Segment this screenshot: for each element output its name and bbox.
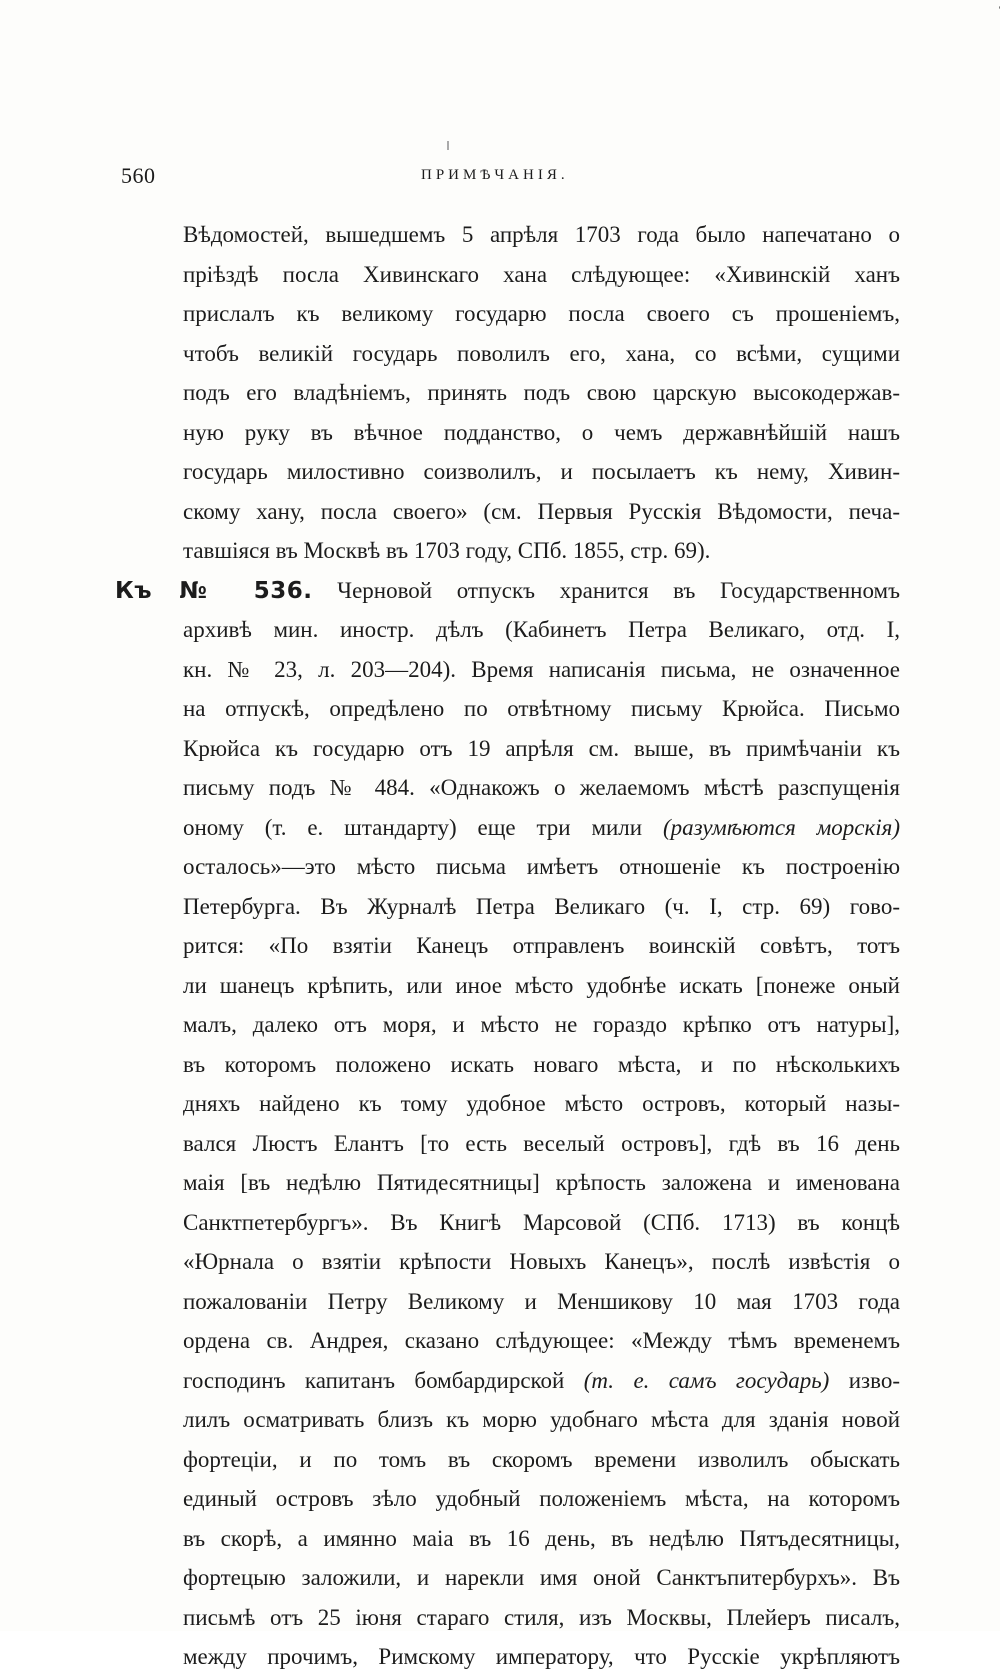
text-line <box>115 808 900 848</box>
text-line: между прочимъ, Римскому императору, что Русскіе укрѣпляютъ <box>183 1644 900 1669</box>
notes-text <box>115 215 900 1677</box>
text-line: архивѣ мин. иностр. дѣлъ (Кабинетъ Петра Великаго, отд. I, <box>183 617 900 642</box>
note-entry-536 <box>115 571 900 611</box>
text-line: Санктпетербургъ». Въ Книгѣ Марсовой (СПб. 1713) въ концѣ <box>183 1209 900 1235</box>
text-line: Крюйса къ государю отъ 19 апрѣля см. выше, въ примѣчаніи къ <box>183 735 900 761</box>
text-line: письму подъ № 484. «Однакожъ о желаемомъ мѣстѣ разспущенія <box>183 775 900 800</box>
text-line: пожалованіи Петру Великому и Меншикову 10 мая 1703 года <box>183 1288 900 1314</box>
note-number-label: Къ № 536. <box>115 577 313 604</box>
text-line: скому хану, посла своего» (см. Первыя Русскія Вѣдомости, печа- <box>183 498 900 524</box>
note-text: Черновой отпускъ хранится въ Государственномъ <box>337 577 900 603</box>
text-line: фортеціи, и по томъ въ скоромъ времени изволилъ обыскать <box>183 1446 900 1472</box>
text-line: дняхъ найдено къ тому удобное мѣсто островъ, который назы- <box>183 1091 900 1116</box>
paper-speck <box>447 141 449 150</box>
text-line: пріѣздѣ посла Хивинскаго хана слѣдующее: «Хивинскій ханъ <box>183 261 900 287</box>
text-line: государь милостивно соизволилъ, и посылаетъ къ нему, Хивин- <box>183 459 900 484</box>
running-title: ПРИМѢЧАНІЯ. <box>421 167 569 183</box>
text-line: осталось»—это мѣсто письма имѣетъ отношеніе къ построенію <box>183 854 900 879</box>
text-line: фортецыю заложили, и нарекли имя оной Санктъпитербурхъ». Въ <box>183 1565 900 1590</box>
text-line: чтобъ великій государь поволилъ его, хана, со всѣми, сущими <box>183 340 900 366</box>
text-line: въ которомъ положено искать новаго мѣста, и по нѣсколькихъ <box>183 1051 900 1077</box>
text-line: тавшіяся въ Москвѣ въ 1703 году, СПб. 1855, стр. 69). <box>183 538 711 563</box>
text-line: въ скорѣ, а имянно маіа въ 16 день, въ недѣлю Пятъдесятницы, <box>183 1525 900 1551</box>
italic-gloss: (разумѣются морскія) <box>662 814 901 840</box>
text-line: подъ его владѣніемъ, принять подъ свою царскую высокодержав- <box>183 380 900 405</box>
text-line: малъ, далеко отъ моря, и мѣсто не гораздо крѣпко отъ натуры], <box>183 1012 900 1037</box>
text-line: маія [въ недѣлю Пятидесятницы] крѣпость заложена и именована <box>183 1170 900 1195</box>
text-line: рится: «По взятіи Канецъ отправленъ воинскій совѣтъ, тотъ <box>183 933 900 958</box>
text-line: письмѣ отъ 25 іюня стараго стиля, изъ Москвы, Плейеръ писалъ, <box>183 1604 900 1630</box>
text-line: единый островъ зѣло удобный положеніемъ мѣста, на которомъ <box>183 1486 900 1511</box>
text-line: Петербурга. Въ Журналѣ Петра Великаго (ч. I, стр. 69) гово- <box>183 893 900 919</box>
text-line: на отпускѣ, опредѣлено по отвѣтному письму Крюйса. Письмо <box>183 696 900 721</box>
text-line: прислалъ къ великому государю посла своего съ прошеніемъ, <box>183 301 900 326</box>
text-segment: оному (т. е. штандарту) еще три мили <box>183 814 643 840</box>
text-line: Вѣдомостей, вышедшемъ 5 апрѣля 1703 года было напечатано о <box>183 222 900 247</box>
page-header <box>121 163 896 193</box>
text-line: кн. № 23, л. 203—204). Время написанія письма, не означенное <box>183 656 900 682</box>
text-segment: господинъ капитанъ бомбардирской <box>183 1367 565 1393</box>
text-line: вался Люстъ Елантъ [то есть веселый островъ], гдѣ въ 16 день <box>183 1130 900 1156</box>
text-line: ордена св. Андрея, сказано слѣдующее: «Между тѣмъ временемъ <box>183 1328 900 1353</box>
text-line: ную руку въ вѣчное подданство, о чемъ державнѣйшій нашъ <box>183 419 900 445</box>
text-line: «Юрнала о взятіи крѣпости Новыхъ Канецъ», послѣ извѣстія о <box>183 1249 900 1274</box>
text-line: ли шанецъ крѣпить, или иное мѣсто удобнѣе искать [понеже оный <box>183 972 900 998</box>
text-line <box>115 1361 900 1401</box>
text-segment: изво- <box>848 1367 901 1393</box>
text-line: лилъ осматривать близъ къ морю удобнаго мѣста для зданія новой <box>183 1407 900 1432</box>
italic-gloss: (т. е. самъ государь) <box>583 1367 830 1393</box>
page-number: 560 <box>121 163 156 188</box>
